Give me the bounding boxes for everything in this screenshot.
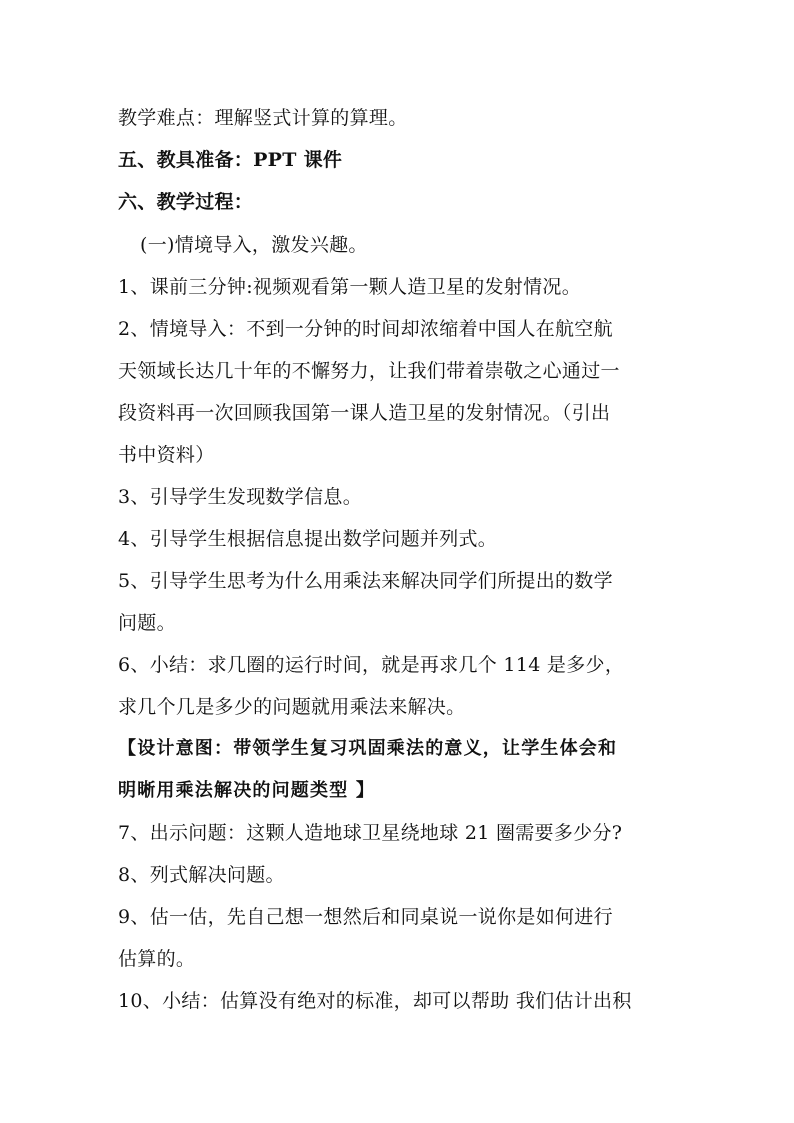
step-6-text-line-2: 求几个几是多少的问题就用乘法来解决。 bbox=[118, 696, 466, 718]
step-4-text: 4、引导学生根据信息提出数学问题并列式。 bbox=[118, 528, 498, 550]
step-9-text-line-1: 9、估一估，先自己想一想然后和同桌说一说你是如何进行 bbox=[118, 906, 613, 928]
step-2-text-line-1: 2、情境导入：不到一分钟的时间却浓缩着中国人在航空航 bbox=[118, 318, 613, 340]
step-2-text-line-3: 段资料再一次回顾我国第一课人造卫星的发射情况。（引出 bbox=[118, 402, 611, 424]
step-1-text: 1、课前三分钟:视频观看第一颗人造卫星的发射情况。 bbox=[118, 276, 581, 298]
design-intent-line-1: 【设计意图：带领学生复习巩固乘法的意义，让学生体会和 bbox=[118, 738, 618, 759]
design-intent-line-2: 明晰用乘法解决的问题类型 】 bbox=[118, 780, 376, 801]
teaching-difficulty-line: 教学难点：理解竖式计算的算理。 bbox=[118, 107, 408, 129]
subsection-one-heading: (一)情境导入，激发兴趣。 bbox=[140, 234, 368, 256]
step-6-text-line-1: 6、小结：求几圈的运行时间，就是再求几个 114 是多少， bbox=[118, 654, 625, 676]
step-2-text-line-4: 书中资料） bbox=[118, 444, 215, 466]
section-five-heading: 五、教具准备：PPT 课件 bbox=[118, 149, 343, 171]
step-3-text: 3、引导学生发现数学信息。 bbox=[118, 486, 362, 508]
step-5-text-line-2: 问题。 bbox=[118, 612, 176, 634]
step-2-text-line-2: 天领域长达几十年的不懈努力，让我们带着崇敬之心通过一 bbox=[118, 360, 620, 382]
step-5-text-line-1: 5、引导学生思考为什么用乘法来解决同学们所提出的数学 bbox=[118, 570, 613, 592]
step-7-text: 7、出示问题：这颗人造地球卫星绕地球 21 圈需要多少分? bbox=[118, 822, 623, 844]
step-10-text: 10、小结：估算没有绝对的标准，却可以帮助 我们估计出积 bbox=[118, 990, 632, 1012]
step-9-text-line-2: 估算的。 bbox=[118, 948, 196, 970]
section-six-heading: 六、教学过程： bbox=[118, 191, 254, 213]
step-8-text: 8、列式解决问题。 bbox=[118, 864, 285, 886]
